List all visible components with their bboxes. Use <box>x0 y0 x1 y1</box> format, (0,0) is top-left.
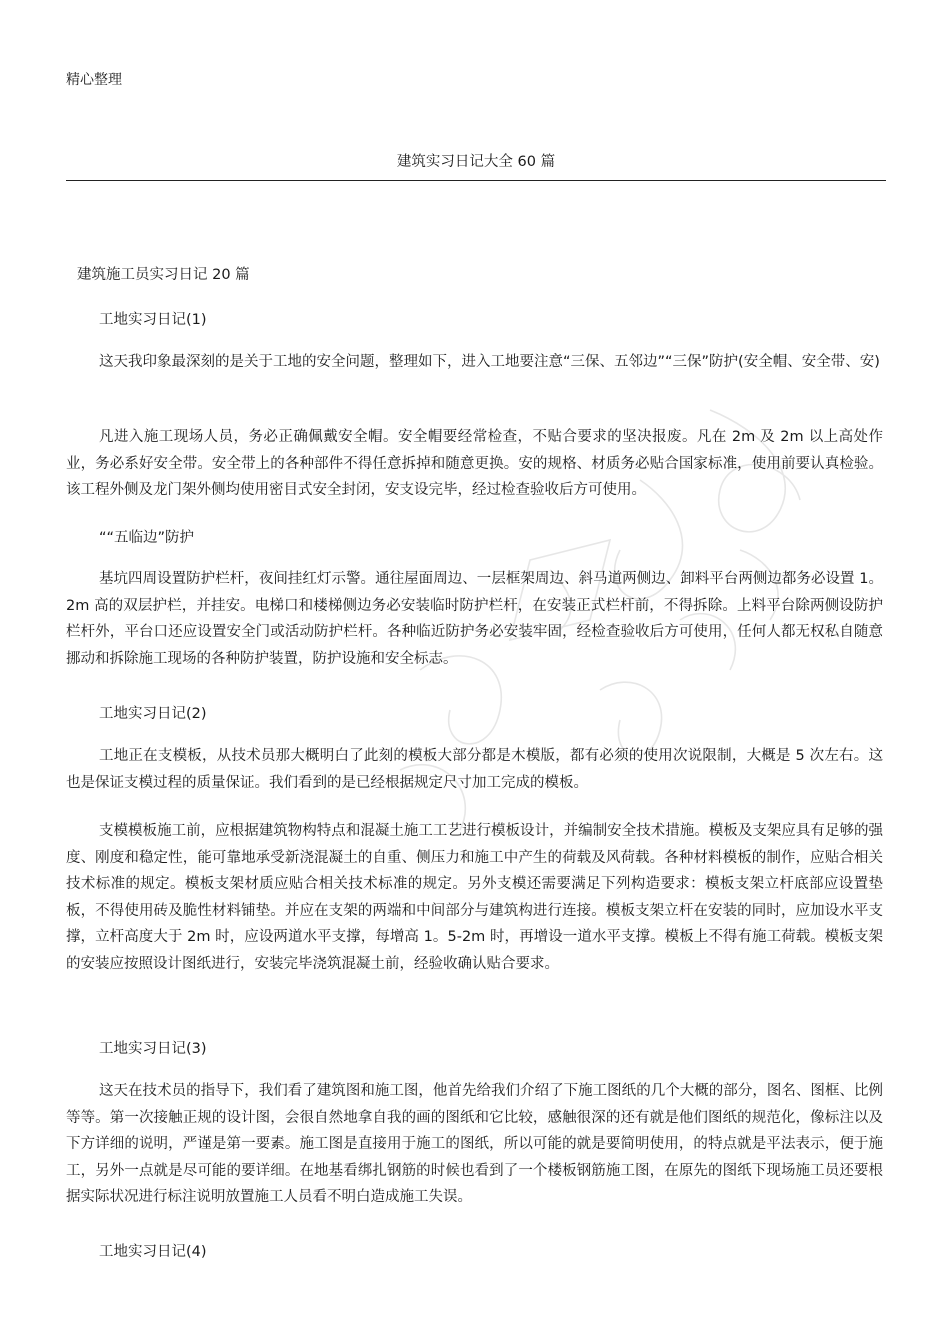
section-heading: 建筑施工员实习日记 20 篇 <box>77 267 250 283</box>
block-8: 工地实习日记(3) <box>99 1041 207 1057</box>
block-7: 支模模板施工前，应根据建筑物构特点和混凝土施工工艺进行模板设计，并编制安全技术措施。模板及支架应具有足够的强度、刚度和稳定性，能可靠地承受新浇混凝土的自重、侧压力和施工中产生的荷载及风荷载。各种材料模板的制作，应贴合相关技术标准的规定。模板支架材质应贴合相关技术标准的规定。另外支模还需要满足下列构造要求：模板支架立杆底部应设置垫板，不得使用砖及脆性材料铺垫。并应在支架的两端和中间部分与建筑构进行连接。模板支架立杆在安装的同时，应加设水平支撑，立杆高度大于 2m 时，应设两道水平支撑，每增高 1。5-2m 时，再增设一道水平支撑。模板上不得有施工荷载。模板支架的安装应按照设计图纸进行，安装完毕浇筑混凝土前，经验收确认贴合要求。 <box>66 823 883 972</box>
block-6: 工地正在支模板，从技术员那大概明白了此刻的模板大部分都是木模版，都有必须的使用次说限制，大概是 5 次左右。这也是保证支模过程的质量保证。我们看到的是已经根据规定尺寸加工完成的模板。 <box>66 748 883 791</box>
block-0: 工地实习日记(1) <box>99 312 207 328</box>
block-9: 这天在技术员的指导下，我们看了建筑图和施工图，他首先给我们介绍了下施工图纸的几个大概的部分，图名、图框、比例等等。第一次接触正规的设计图，会很自然地拿自我的画的图纸和它比较，感触很深的还有就是他们图纸的规范化，像标注以及下方详细的说明，严谨是第一要素。施工图是直接用于施工的图纸，所以可能的就是要简明使用，的特点就是平法表示，便于施工，另外一点就是尽可能的要详细。在地基看绑扎钢筋的时候也看到了一个楼板钢筋施工图，在原先的图纸下现场施工员还要根据实际状况进行标注说明放置施工人员看不明白造成施工失误。 <box>66 1083 883 1205</box>
header-note: 精心整理 <box>66 72 122 88</box>
block-2: 凡进入施工现场人员，务必正确佩戴安全帽。安全帽要经常检查，不贴合要求的坚决报废。凡在 2m 及 2m 以上高处作业，务必系好安全带。安全带上的各种部件不得任意拆掉和随意更换。安的规格、材质务必贴合国家标准，使用前要认真检验。该工程外侧及龙门架外侧均使用密目式安全封闭，安支设完毕，经过检查验收后方可使用。 <box>66 429 883 498</box>
block-10: 工地实习日记(4) <box>99 1244 207 1260</box>
block-1: 这天我印象最深刻的是关于工地的安全问题，整理如下，进入工地要注意“三保、五邻边”“三保”防护(安全帽、安全带、安) <box>99 354 880 370</box>
document-title: 建筑实习日记大全 60 篇 <box>396 154 556 170</box>
block-5: 工地实习日记(2) <box>99 706 207 722</box>
title-divider <box>66 180 886 181</box>
block-4: 基坑四周设置防护栏杆，夜间挂红灯示警。通往屋面周边、一层框架周边、斜马道两侧边、卸料平台两侧边都务必设置 1。2m 高的双层护栏，并挂安。电梯口和楼梯侧边务必安装临时防护栏杆，在安装正式栏杆前，不得拆除。上料平台除两侧设防护栏杆外，平台口还应设置安全门或活动防护栏杆。各种临近防护务必安装牢固，经检查验收后方可使用，任何人都无权私自随意挪动和拆除施工现场的各种防护装置，防护设施和安全标志。 <box>66 571 883 667</box>
block-3: ““五临边”防护 <box>99 530 195 546</box>
